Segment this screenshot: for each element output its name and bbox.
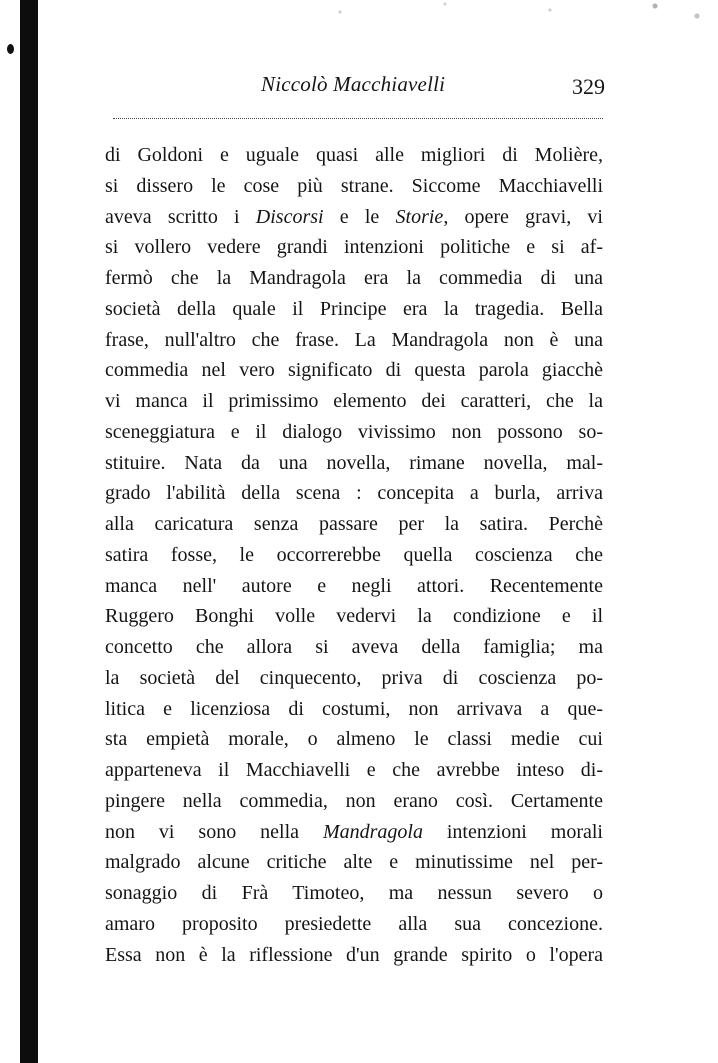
book-binding-edge	[20, 0, 38, 1063]
text-line: stituire. Nata da una novella, rimane novella, mal-	[105, 451, 603, 474]
text-line: satira fosse, le occorrerebbe quella coscienza che	[105, 543, 603, 566]
italic-title: Mandragola	[322, 820, 423, 843]
italic-title: Discorsi	[255, 205, 324, 228]
text-line: Ruggero Bonghi volle vedervi la condizione e il	[105, 605, 603, 628]
text-line: Essa non è la riflessione d'un grande spirito o l'opera	[105, 943, 603, 966]
text-line: malgrado alcune critiche alte e minutissime nel per-	[105, 851, 603, 874]
running-title: Niccolò Macchiavelli	[261, 72, 446, 96]
header-rule	[113, 118, 603, 119]
text-line: sta empietà morale, o almeno le classi medie cui	[105, 728, 603, 751]
text-line: apparteneva il Macchiavelli e che avrebbe inteso di-	[105, 759, 603, 781]
page-header	[105, 68, 603, 108]
text-line: frase, null'altro che frase. La Mandragola non è una	[105, 328, 603, 351]
text-line: si vollero vedere grandi intenzioni politiche e si af-	[105, 236, 603, 259]
text-line: società della quale il Principe era la tragedia. Bella	[105, 297, 603, 320]
text-line: amaro proposito presiedette alla sua concezione.	[105, 912, 603, 935]
text-line: di Goldoni e uguale quasi alle migliori di Molière,	[105, 144, 603, 166]
text-line: sceneggiatura e il dialogo vivissimo non possono so-	[105, 420, 603, 443]
text-line: concetto che allora si aveva della famiglia; ma	[105, 636, 603, 658]
text-line: grado l'abilità della scena : concepita a burla, arriva	[105, 482, 603, 505]
text-line: manca nell' autore e negli attori. Recentemente	[105, 574, 603, 597]
text-line: la società del cinquecento, priva di coscienza po-	[105, 666, 603, 689]
page-number: 329	[572, 74, 605, 99]
page-edge-speckle	[298, 0, 718, 40]
body-text	[105, 140, 603, 970]
text-line: commedia nel vero significato di questa parola giacchè	[105, 359, 603, 382]
text-line: non vi sono nella Mandragola intenzioni morali	[105, 820, 603, 843]
text-line: aveva scritto i Discorsi e le Storie, opere gravi, vi	[105, 205, 603, 228]
text-line: alla caricatura senza passare per la satira. Perchè	[105, 513, 603, 535]
text-line: vi manca il primissimo elemento dei caratteri, che la	[105, 390, 603, 412]
text-line: fermò che la Mandragola era la commedia di una	[105, 267, 603, 289]
scan-mark	[7, 44, 14, 54]
text-line: si dissero le cose più strane. Siccome Macchiavelli	[105, 174, 603, 197]
text-line: litica e licenziosa di costumi, non arrivava a que-	[105, 697, 603, 720]
text-line: sonaggio di Frà Timoteo, ma nessun severo o	[105, 882, 603, 904]
italic-title: Storie	[395, 205, 444, 228]
text-line: pingere nella commedia, non erano così. Certamente	[105, 789, 603, 812]
